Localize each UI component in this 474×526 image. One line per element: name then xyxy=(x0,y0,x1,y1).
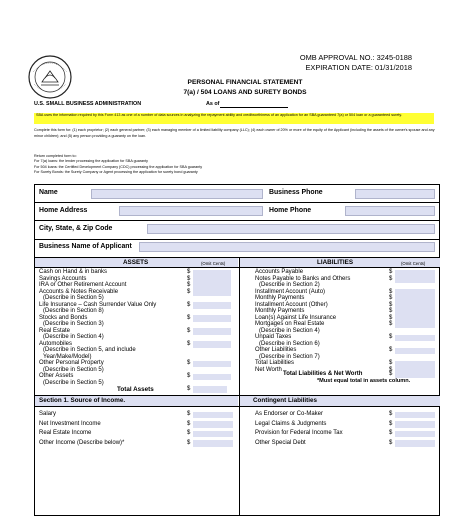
asset-label-year-make-model: Year/Make/Model) xyxy=(43,353,92,360)
asset-label-other-personal-property: Other Personal Property xyxy=(39,360,104,366)
contingent-label-legal-claims-judgments: Legal Claims & Judgments xyxy=(255,420,327,427)
liability-label-accounts-payable: Accounts Payable xyxy=(255,269,304,275)
city-state-zip-field[interactable] xyxy=(147,224,435,234)
asset-label-life-insurance-cash-surrender-value-only: Life Insurance – Cash Surrender Value Only xyxy=(39,301,157,308)
business-phone-field[interactable] xyxy=(355,189,435,199)
income-field-real-estate-income[interactable] xyxy=(193,431,233,438)
total-assets-field[interactable] xyxy=(193,386,227,393)
asset-field-life-insurance-cash-surrender-value-only[interactable] xyxy=(193,302,231,309)
liability-dollar-sign: $ xyxy=(389,269,393,275)
asset-dollar-sign: $ xyxy=(187,373,191,379)
liability-label-total-liabilities: Total Liabilities xyxy=(255,360,295,366)
form-title-line2: 7(a) / 504 LOANS AND SURETY BONDS xyxy=(183,88,307,96)
income-label-other-income-describe-below: Other Income (Describe below)* xyxy=(39,439,125,446)
asset-dollar-sign: $ xyxy=(187,301,191,308)
total-liabilities-net-worth-dollar: $ xyxy=(389,371,393,377)
row-divider xyxy=(35,220,439,221)
total-liabilities-net-worth-label: Total Liabilities & Net Worth xyxy=(283,371,363,377)
liability-dollar-sign: $ xyxy=(389,295,393,301)
income-label-salary: Salary xyxy=(39,411,57,417)
asset-field-real-estate[interactable] xyxy=(193,328,231,335)
asset-label-describe-in-section-8: (Describe in Section 8) xyxy=(43,308,104,314)
asset-label-describe-in-section-5: (Describe in Section 5) xyxy=(43,295,104,301)
asset-label-cash-on-hand-in-banks: Cash on Hand & in banks xyxy=(39,269,108,275)
liability-field-unpaid-taxes[interactable] xyxy=(395,335,435,342)
asset-dollar-sign: $ xyxy=(187,275,191,282)
income-label-net-investment-income: Net Investment Income xyxy=(39,420,101,427)
liability-label-unpaid-taxes: Unpaid Taxes xyxy=(255,334,292,340)
income-field-net-investment-income[interactable] xyxy=(193,421,233,428)
liability-label-monthly-payments: Monthly Payments xyxy=(255,295,305,301)
asset-field-accounts-notes-receivable[interactable] xyxy=(193,289,231,296)
row-divider xyxy=(35,202,439,203)
liability-label-notes-payable-to-banks-and-others: Notes Payable to Banks and Others xyxy=(255,275,351,282)
asset-label-stocks-and-bonds: Stocks and Bonds xyxy=(39,314,88,321)
asset-label-ira-or-other-retirement-account: IRA or Other Retirement Account xyxy=(39,282,127,288)
liability-field-mortgages-on-real-estate[interactable] xyxy=(395,322,435,329)
home-address-label: Home Address xyxy=(39,207,88,214)
liability-label-installment-account-auto: Installment Account (Auto) xyxy=(255,288,326,295)
income-field-salary[interactable] xyxy=(193,412,233,419)
assets-omit-cents: (Omit Cents) xyxy=(201,260,226,266)
contingent-header: Contingent Liabilities xyxy=(253,397,318,404)
asset-label-describe-in-section-5: (Describe in Section 5) xyxy=(43,366,104,373)
home-phone-label: Home Phone xyxy=(269,207,312,214)
liability-dollar-sign: $ xyxy=(389,288,393,295)
asset-dollar-sign: $ xyxy=(187,288,191,295)
total-liabilities-net-worth-field[interactable] xyxy=(395,371,435,378)
asset-label-real-estate: Real Estate xyxy=(39,327,71,334)
liability-label-installment-account-other: Installment Account (Other) xyxy=(255,301,328,308)
row-divider xyxy=(35,267,439,268)
contingent-field-provision-for-federal-income-tax[interactable] xyxy=(395,431,435,438)
liability-label-describe-in-section-6: (Describe in Section 6) xyxy=(259,340,320,347)
asset-label-other-assets: Other Assets xyxy=(39,373,74,379)
form-title xyxy=(140,78,350,97)
form-title-line1: PERSONAL FINANCIAL STATEMENT xyxy=(187,79,303,86)
contingent-field-other-special-debt[interactable] xyxy=(395,440,435,447)
as-of-label: As of xyxy=(206,101,220,107)
asset-dollar-sign: $ xyxy=(187,360,191,366)
sba-seal-icon xyxy=(27,54,73,100)
income-dollar-sign: $ xyxy=(187,439,191,446)
instructions-text: Complete this form for: (1) each proprietor; (2) each general partner; (3) each managing member of a limited liability company (LLC); (4) each owner of 20% or more of the equity of the Applicant (including the assets of the owner's spouse and any minor children); and (5) any person providing a guaranty on the loan. xyxy=(34,128,435,138)
asset-dollar-sign: $ xyxy=(187,282,191,288)
liability-label-mortgages-on-real-estate: Mortgages on Real Estate xyxy=(255,321,325,327)
home-address-field[interactable] xyxy=(119,206,263,216)
liability-field-notes-payable-to-banks-and-others[interactable] xyxy=(395,276,435,283)
section1-header: Section 1. Source of Income. xyxy=(39,397,126,404)
liability-label-other-liabilities: Other Liabilities xyxy=(255,347,297,353)
asset-label-automobiles: Automobiles xyxy=(39,340,73,347)
asset-label-savings-accounts: Savings Accounts xyxy=(39,275,87,282)
liabilities-omit-cents: (Omit Cents) xyxy=(401,260,426,266)
asset-label-describe-in-section-4: (Describe in Section 4) xyxy=(43,334,104,340)
asset-field-automobiles[interactable] xyxy=(193,341,231,348)
asset-label-describe-in-section-5: (Describe in Section 5) xyxy=(43,379,104,386)
purpose-notice: SBA uses the information required by this Form 413 as one of a number of data sources in analyzing the repayment ability and creditworthiness of an application for an SBA guaranteed 7(a) or 504 loan or a guaranteed surety. xyxy=(34,113,434,124)
liability-label-describe-in-section-2: (Describe in Section 2) xyxy=(259,282,320,288)
omb-approval-block xyxy=(300,53,412,72)
expiration-date: EXPIRATION DATE: 01/31/2018 xyxy=(305,62,412,72)
total-assets-dollar: $ xyxy=(187,386,191,392)
liability-label-describe-in-section-7: (Describe in Section 7) xyxy=(259,353,320,360)
contingent-label-provision-for-federal-income-tax: Provision for Federal Income Tax xyxy=(255,430,343,436)
income-dollar-sign: $ xyxy=(187,420,191,427)
name-label: Name xyxy=(39,189,58,196)
asset-dollar-sign: $ xyxy=(187,327,191,334)
contingent-field-as-endorser-or-co-maker[interactable] xyxy=(395,412,435,419)
contingent-label-other-special-debt: Other Special Debt xyxy=(255,439,306,446)
asset-field-other-assets[interactable] xyxy=(193,374,231,381)
liability-dollar-sign: $ xyxy=(389,334,393,340)
asset-dollar-sign: $ xyxy=(187,314,191,321)
asset-dollar-sign: $ xyxy=(187,269,191,275)
contingent-dollar-sign: $ xyxy=(389,439,393,446)
return-line-504: For 504 loans: the Certified Development Company (CDC) processing the application for SBA guaranty xyxy=(34,164,203,169)
contingent-dollar-sign: $ xyxy=(389,420,393,427)
contingent-field-legal-claims-judgments[interactable] xyxy=(395,421,435,428)
income-dollar-sign: $ xyxy=(187,411,191,417)
business-phone-label: Business Phone xyxy=(269,189,323,196)
liability-label-net-worth: Net Worth xyxy=(255,366,282,373)
return-heading: Return completed form to: xyxy=(34,154,77,158)
asset-label-describe-in-section-5-and-include: (Describe in Section 5, and include xyxy=(43,347,136,353)
contingent-dollar-sign: $ xyxy=(389,411,393,417)
asset-label-accounts-notes-receivable: Accounts & Notes Receivable xyxy=(39,288,119,295)
liability-dollar-sign: $ xyxy=(389,366,393,373)
liability-label-describe-in-section-4: (Describe in Section 4) xyxy=(259,327,320,334)
return-line-7a: For 7(a) loans: the lender processing the application for SBA guaranty xyxy=(34,159,148,164)
home-phone-field[interactable] xyxy=(345,206,435,216)
city-state-zip-label: City, State, & Zip Code xyxy=(39,225,113,232)
as-of-date-field[interactable] xyxy=(220,107,288,108)
liability-label-loan-s-against-life-insurance: Loan(s) Against Life Insurance xyxy=(255,314,337,321)
name-field[interactable] xyxy=(91,189,263,199)
business-name-field[interactable] xyxy=(139,242,435,252)
column-divider xyxy=(239,395,240,515)
assets-header: ASSETS xyxy=(123,258,149,266)
liability-label-monthly-payments: Monthly Payments xyxy=(255,308,305,314)
agency-name: U.S. SMALL BUSINESS ADMINISTRATION xyxy=(34,101,142,107)
liabilities-header: LIABILITIES xyxy=(317,258,354,266)
liability-dollar-sign: $ xyxy=(389,360,393,366)
return-instructions xyxy=(34,154,438,175)
liability-dollar-sign: $ xyxy=(389,275,393,282)
income-field-other-income-describe-below[interactable] xyxy=(193,440,233,447)
row-divider xyxy=(35,239,439,240)
column-divider xyxy=(239,257,240,395)
liability-field-other-liabilities[interactable] xyxy=(395,348,435,355)
liability-dollar-sign: $ xyxy=(389,321,393,327)
asset-label-describe-in-section-3: (Describe in Section 3) xyxy=(43,321,104,327)
liability-dollar-sign: $ xyxy=(389,308,393,314)
asset-field-other-personal-property[interactable] xyxy=(193,361,231,368)
business-name-label: Business Name of Applicant xyxy=(39,243,132,250)
contingent-dollar-sign: $ xyxy=(389,430,393,436)
contingent-label-as-endorser-or-co-maker: As Endorser or Co-Maker xyxy=(255,411,324,417)
asset-dollar-sign: $ xyxy=(187,340,191,347)
income-label-real-estate-income: Real Estate Income xyxy=(39,430,92,436)
financial-statement-grid xyxy=(34,184,440,516)
income-dollar-sign: $ xyxy=(187,430,191,436)
asset-field-stocks-and-bonds[interactable] xyxy=(193,315,231,322)
liability-dollar-sign: $ xyxy=(389,301,393,308)
omb-approval-number: OMB APPROVAL NO.: 3245-0188 xyxy=(299,53,412,62)
row-divider xyxy=(35,406,439,407)
liability-dollar-sign: $ xyxy=(389,314,393,321)
agency-row xyxy=(34,101,444,111)
return-line-surety: For Surety Bonds: the Surety Company or Agent processing the application for surety bond guaranty xyxy=(34,169,198,174)
must-equal-note: *Must equal total in assets column. xyxy=(317,378,411,384)
total-assets-label: Total Assets xyxy=(117,386,154,393)
liability-dollar-sign: $ xyxy=(389,347,393,353)
